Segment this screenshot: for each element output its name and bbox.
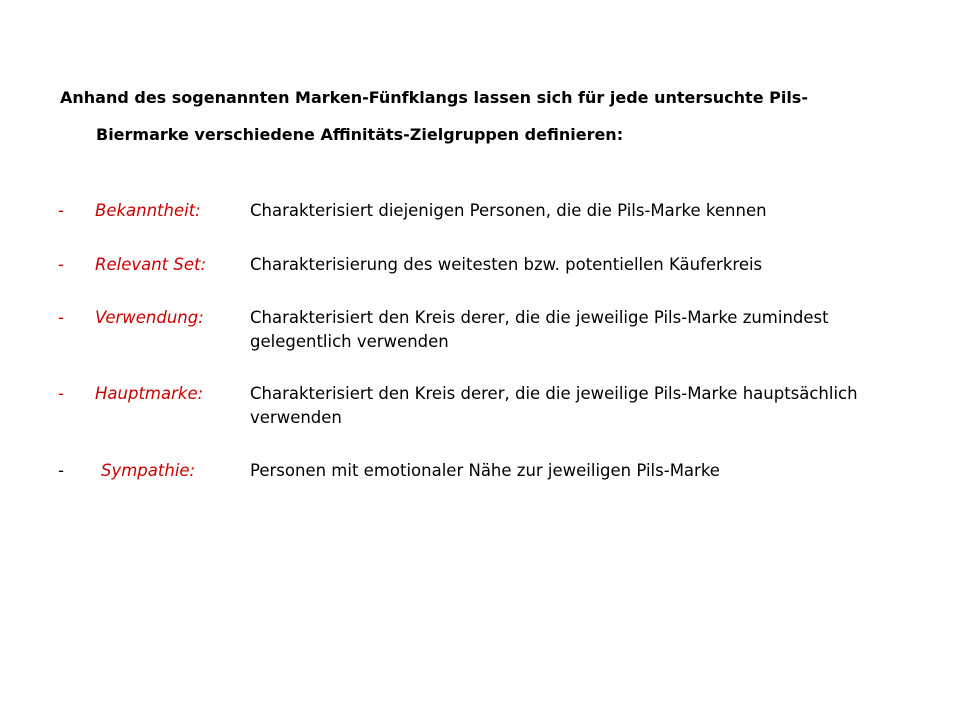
description-line-2: gelegentlich verwenden [250, 332, 449, 351]
term-label: Relevant Set: [95, 255, 207, 274]
term-description: Charakterisiert diejenigen Personen, die die Pils-Marke kennen [250, 201, 767, 220]
term-label: Verwendung: [95, 308, 204, 327]
bullet-dash: - [58, 461, 64, 480]
bullet-dash: - [58, 308, 64, 327]
bullet-dash: - [58, 201, 64, 220]
description-line-1: Charakterisiert den Kreis derer, die die jeweilige Pils-Marke hauptsächlich [250, 384, 858, 403]
term-label: Bekanntheit: [95, 201, 201, 220]
term-description: Personen mit emotionaler Nähe zur jeweiligen Pils-Marke [250, 461, 720, 480]
intro-line-1: Anhand des sogenannten Marken-Fünfklangs lassen sich für jede untersuchte Pils- [60, 88, 808, 107]
bullet-dash: - [58, 255, 64, 274]
description-line-1: Charakterisiert den Kreis derer, die die jeweilige Pils-Marke zumindest [250, 308, 829, 327]
bullet-dash: - [58, 384, 64, 403]
intro-line-2: Biermarke verschiedene Affinitäts-Zielgruppen definieren: [96, 125, 624, 144]
intro-heading [60, 79, 860, 153]
description-line-2: verwenden [250, 408, 342, 427]
term-label: Sympathie: [101, 461, 196, 480]
term-description: Charakterisierung des weitesten bzw. potentiellen Käuferkreis [250, 255, 763, 274]
term-label: Hauptmarke: [95, 384, 204, 403]
term-description [250, 306, 870, 354]
term-description [250, 382, 870, 430]
